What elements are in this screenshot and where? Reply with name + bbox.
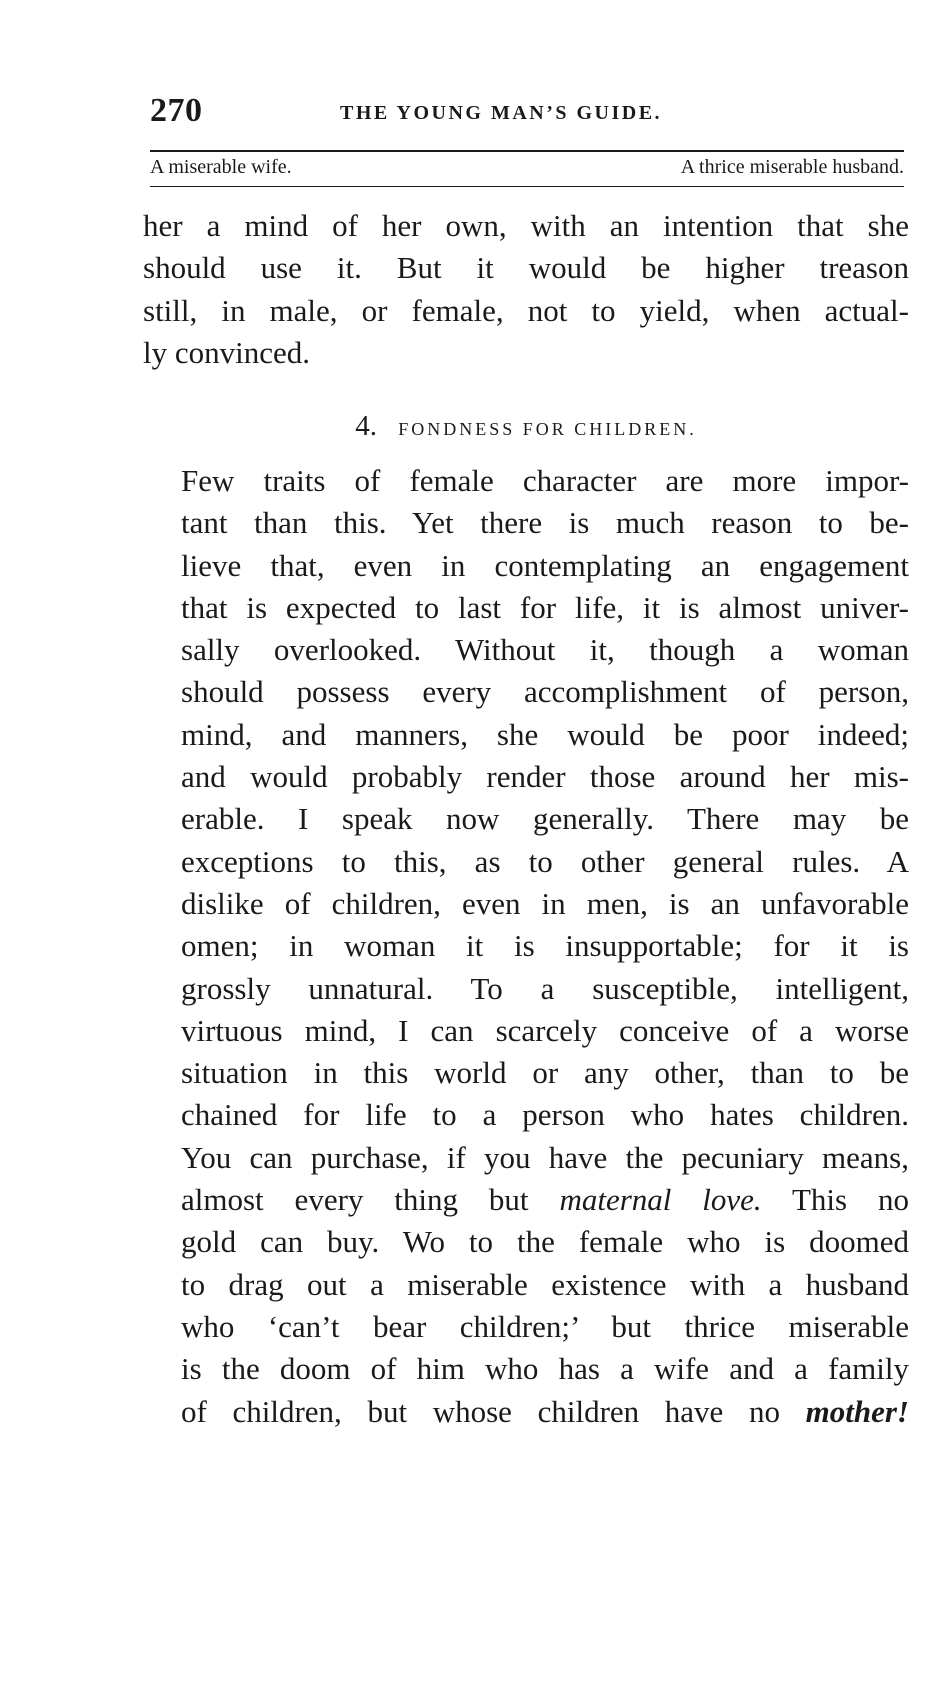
header-rule — [150, 150, 904, 152]
text-line: gold can buy. Wo to the female who is doomed — [181, 1224, 909, 1260]
marginal-notes — [150, 154, 904, 184]
text-line: is the doom of him who has a wife and a family — [181, 1351, 909, 1387]
page-header — [150, 92, 904, 138]
text-line: lieve that, even in contemplating an engagement — [181, 547, 909, 583]
emphasis-maternal-love: maternal love. — [559, 1182, 762, 1218]
text-line: tant than this. Yet there is much reason to be- — [181, 505, 909, 541]
section-number: 4. — [355, 410, 377, 442]
text-line: chained for life to a person who hates children. — [181, 1097, 909, 1133]
text-line: ly convinced. — [143, 334, 311, 370]
text-line: that is expected to last for life, it is almost univer- — [181, 589, 909, 625]
text-line: mind, and manners, she would be poor indeed; — [181, 716, 909, 752]
text-line: omen; in woman it is insupportable; for it is — [181, 928, 909, 964]
text-line: who ‘can’t bear children;’ but thrice miserable — [181, 1308, 909, 1344]
emphasis-mother: mother! — [805, 1393, 909, 1429]
text-run: This no — [761, 1182, 909, 1218]
text-line: to drag out a miserable existence with a husband — [181, 1266, 909, 1302]
paragraph-continued — [143, 205, 909, 374]
page-number: 270 — [150, 92, 203, 129]
text-line: dislike of children, even in men, is an unfavorable — [181, 885, 909, 921]
text-line: should use it. But it would be higher treason — [143, 250, 909, 286]
sidenote-rule — [150, 186, 904, 187]
text-line: virtuous mind, I can scarcely conceive of a worse — [181, 1012, 909, 1048]
text-line: exceptions to this, as to other general rules. A — [181, 843, 909, 879]
section-heading — [143, 410, 909, 443]
text-line: and would probably render those around her mis- — [181, 759, 909, 795]
text-line: grossly unnatural. To a susceptible, intelligent, — [181, 970, 909, 1006]
sidenote-right: A thrice miserable husband. — [680, 156, 904, 178]
running-title: THE YOUNG MAN’S GUIDE. — [340, 102, 663, 124]
text-line-with-emphasis — [143, 1179, 909, 1221]
text-line: should possess every accomplishment of person, — [181, 674, 909, 710]
section-title: FONDNESS FOR CHILDREN. — [398, 419, 697, 439]
text-run: of children, but whose children have no — [181, 1393, 806, 1429]
text-line: still, in male, or female, not to yield, when actual- — [143, 292, 909, 328]
text-line: Few traits of female character are more impor- — [181, 463, 909, 498]
paragraph-fondness-for-children — [143, 460, 909, 1433]
text-line: situation in this world or any other, than to be — [181, 1055, 909, 1091]
sidenote-left: A miserable wife. — [150, 156, 292, 178]
text-line: erable. I speak now generally. There may be — [181, 801, 909, 837]
text-line: sally overlooked. Without it, though a woman — [181, 632, 909, 668]
text-run: almost every thing but — [181, 1182, 560, 1218]
text-line: her a mind of her own, with an intention that she — [143, 208, 909, 243]
text-line-final — [143, 1391, 909, 1433]
text-line: You can purchase, if you have the pecuniary means, — [181, 1139, 909, 1175]
